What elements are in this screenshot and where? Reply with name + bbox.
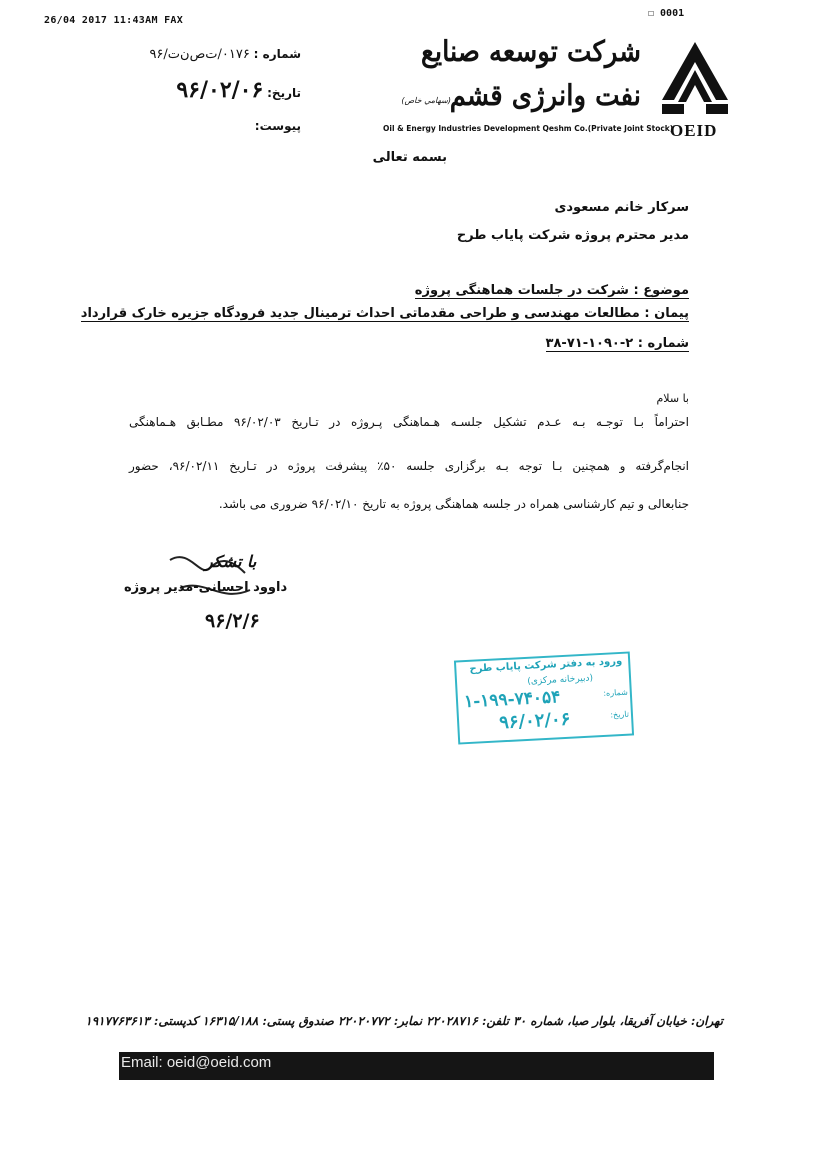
receipt-stamp [454,651,634,744]
basmala: بسمه تعالی [372,150,447,165]
stamp-date: ۹۶/۰۲/۰۶ [498,708,571,734]
stamp-date-label: تاريخ: [610,709,630,720]
letter-date-row [101,68,301,112]
company-type-note: (سهامي خاص) [401,96,451,105]
stamp-title: ورود به دفتر شركت پاياب طرح [469,655,623,675]
fax-header-line: 26/04 2017 11:43AM FAX [44,15,184,26]
footer-address: تهران: خيابان آفريقا، بلوار صبا، شماره ۳۰ تلفن: ۲۲۰۲۸۷۱۶ نمابر: ۲۲۰۲۰۷۷۲ صندوق پستی: ۱۶۳۱۵/۱۸۸ كدپستی: ۱۹۱۷۷۶۳۶۱۳ [85,1014,723,1028]
letter-attachment-row [101,112,301,140]
stamp-number-label: شماره: [603,687,629,698]
letter-date-value: ۹۶/۰۲/۰۶ [176,77,264,103]
recipient-name: سركار خانم مسعودی [554,200,689,215]
company-name-en: Oil & Energy Industries Development Qeshm Co.(Private Joint Stock) [383,124,674,133]
signature-date: ۹۶/۲/۶ [205,610,260,632]
letter-attachment-label: پيوست: [254,119,301,133]
letter-number-row [101,40,301,68]
letter-meta [101,40,301,140]
contract-title: پيمان : مطالعات مهندسی و طراحی مقدماتی احداث ترمينال جديد فرودگاه جزيره خارک قرارداد [80,306,689,321]
company-logo-icon [660,40,730,118]
letter-number-value: ۰۱۷۶/ت‌ص‌ن‌ت/۹۶ [149,47,250,62]
signature-thanks: با تشكر [205,552,257,571]
letter-date-label: تاريخ: [267,86,301,100]
body-paragraph-line-2: انجام‌گرفته و همچنين بـا توجه بـه برگزاری جلسه ۵۰٪ پيشرفت پروژه در تـاريخ ۹۶/۰۲/۱۱، حضور [129,459,689,473]
greeting: با سلام [656,392,689,405]
body-paragraph-line-1: احتراماً بـا توجـه بـه عـدم تشكيل جلسـه هـماهنگی پـروژه در تـاريخ ۹۶/۰۲/۰۳ مطـابق هـماهنگی [129,415,690,429]
stamp-subtitle: (دبيرخانه مركزی) [527,673,594,687]
letter-number-label: شماره : [253,47,301,61]
stamp-number: ۱-۱۹۹-۷۴۰۵۴ [463,687,561,713]
signatory-name: داوود احسانی-مدير پروژه [124,580,288,595]
body-paragraph-line-3: جنابعالی و تيم كارشناسی همراه در جلسه هماهنگی پروژه به تاريخ ۹۶/۰۲/۱۰ ضروری می باشد. [218,497,689,511]
contract-number: شماره : ۲-۱۰۹۰-۷۱-۳۸ [545,336,689,351]
letter-subject: موضوع : شركت در جلسات هماهنگی پروژه [414,283,689,298]
company-name-fa: شركت توسعه صنايع نفت وانرژی قشم [421,35,641,113]
footer-email: Email: oeid@oeid.com [121,1054,272,1071]
fax-page-number: ☐ 0001 [648,8,685,19]
company-logo-text: OEID [670,121,718,140]
recipient-title: مدير محترم پروژه شركت پاياب طرح [456,228,689,243]
